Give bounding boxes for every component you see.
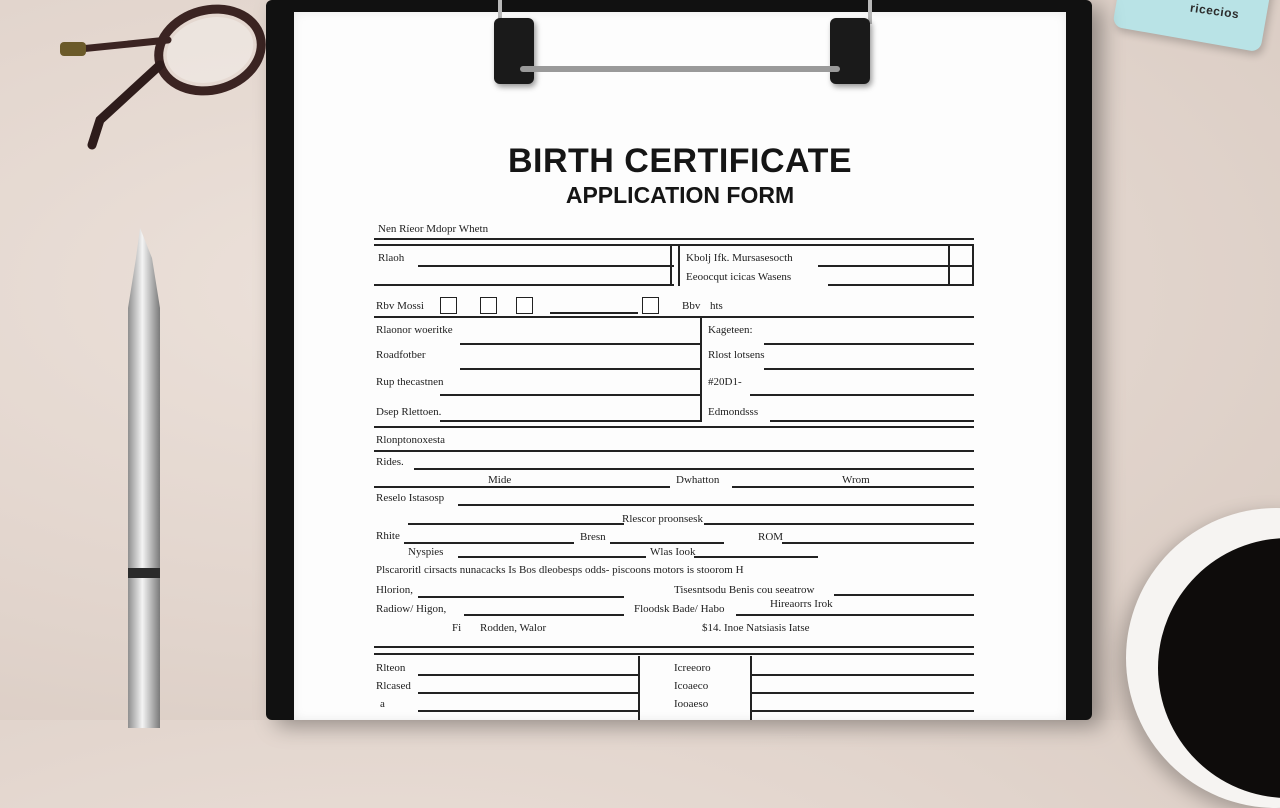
left-field-label-4: Dsep Rlettoen. [376,406,442,418]
hts-label: hts [710,300,723,312]
form-title: BIRTH CERTIFICATE [507,142,853,180]
clip-wire [498,0,872,24]
sex-checkbox-3[interactable] [516,297,533,314]
bottom-mid-label-1: Icreeoro [674,662,711,674]
right-field-label-4: Edmondsss [708,406,759,418]
sex-checkbox-1[interactable] [440,297,457,314]
fi-label: Fi [452,622,462,634]
tisesntsodu-label: Tisesntsodu Benis cou seeatrow [674,584,815,596]
pen [118,228,170,728]
right-field-label-1: Kageteen: [708,324,753,336]
radiow-label: Radiow/ Higon, [376,603,447,615]
reselo-label: Reselo Istasosp [376,492,445,504]
sex-checkbox-2[interactable] [480,297,497,314]
sex-label: Rbv Mossi [376,300,424,312]
rodden-label: Rodden, Walor [480,622,547,634]
bottom-label-3: a [380,698,385,710]
wlas-label: Wlas Iook [650,546,696,558]
bw-label: Bbv [682,300,701,312]
right-top-label-2: Eeoocqut icicas Wasens [686,271,792,283]
wrom-label: Wrom [842,474,870,486]
bresn-label: Bresn [580,531,606,543]
clip-bar [520,66,840,72]
plescor-label: Rlescor proonsesk [622,513,703,525]
bottom-mid-label-3: Iooaeso [674,698,709,710]
nyspies-label: Nyspies [408,546,444,558]
s14-label: $14. Inoe Natsiasis Iatse [702,622,810,634]
right-top-label-1: Kbolj Ifk. Mursasesocth [686,252,793,264]
bottom-label-1: Rlteon [376,662,406,674]
hireaorrs-label: Hireaorrs Irok [770,598,833,610]
rides-label: Rides. [376,456,404,468]
section-label: Rlonptonoxesta [376,434,446,446]
mide-label: Mide [488,474,512,486]
bottom-mid-label-2: Icoaeco [674,680,709,692]
left-field-label-3: Rup thecastnen [376,376,444,388]
left-field-label-1: Rlaonor woeritke [376,324,453,336]
rhite-label: Rhite [376,530,400,542]
form-header-line: Nen Ríeor Mdopr Whetn [378,223,489,235]
bottom-label-2: Rlcased [376,680,411,692]
clip-left-foot [494,18,534,84]
dwhatton-label: Dwhatton [676,474,720,486]
rom-label: ROM [758,531,784,543]
bv-checkbox[interactable] [642,297,659,314]
right-field-label-3: #20D1- [708,376,742,388]
left-field-label-2: Roadfotber [376,349,426,361]
hlorion-label: Hlorion, [376,584,413,596]
clip-right-foot [830,18,870,84]
right-field-label-2: Rlost lotsens [708,349,765,361]
floodsk-label: Floodsk Bade/ Habo [634,603,725,615]
name-label: Rlaoh [378,252,405,264]
instruction-line: Plscaroritl cirsacts nunacacks Is Bos dleobesps odds- piscoons motors is stoorom H [376,564,744,576]
card-label: ricecios [1189,0,1241,22]
form-subtitle: APPLICATION FORM [565,182,795,208]
eyeglasses [40,0,270,150]
